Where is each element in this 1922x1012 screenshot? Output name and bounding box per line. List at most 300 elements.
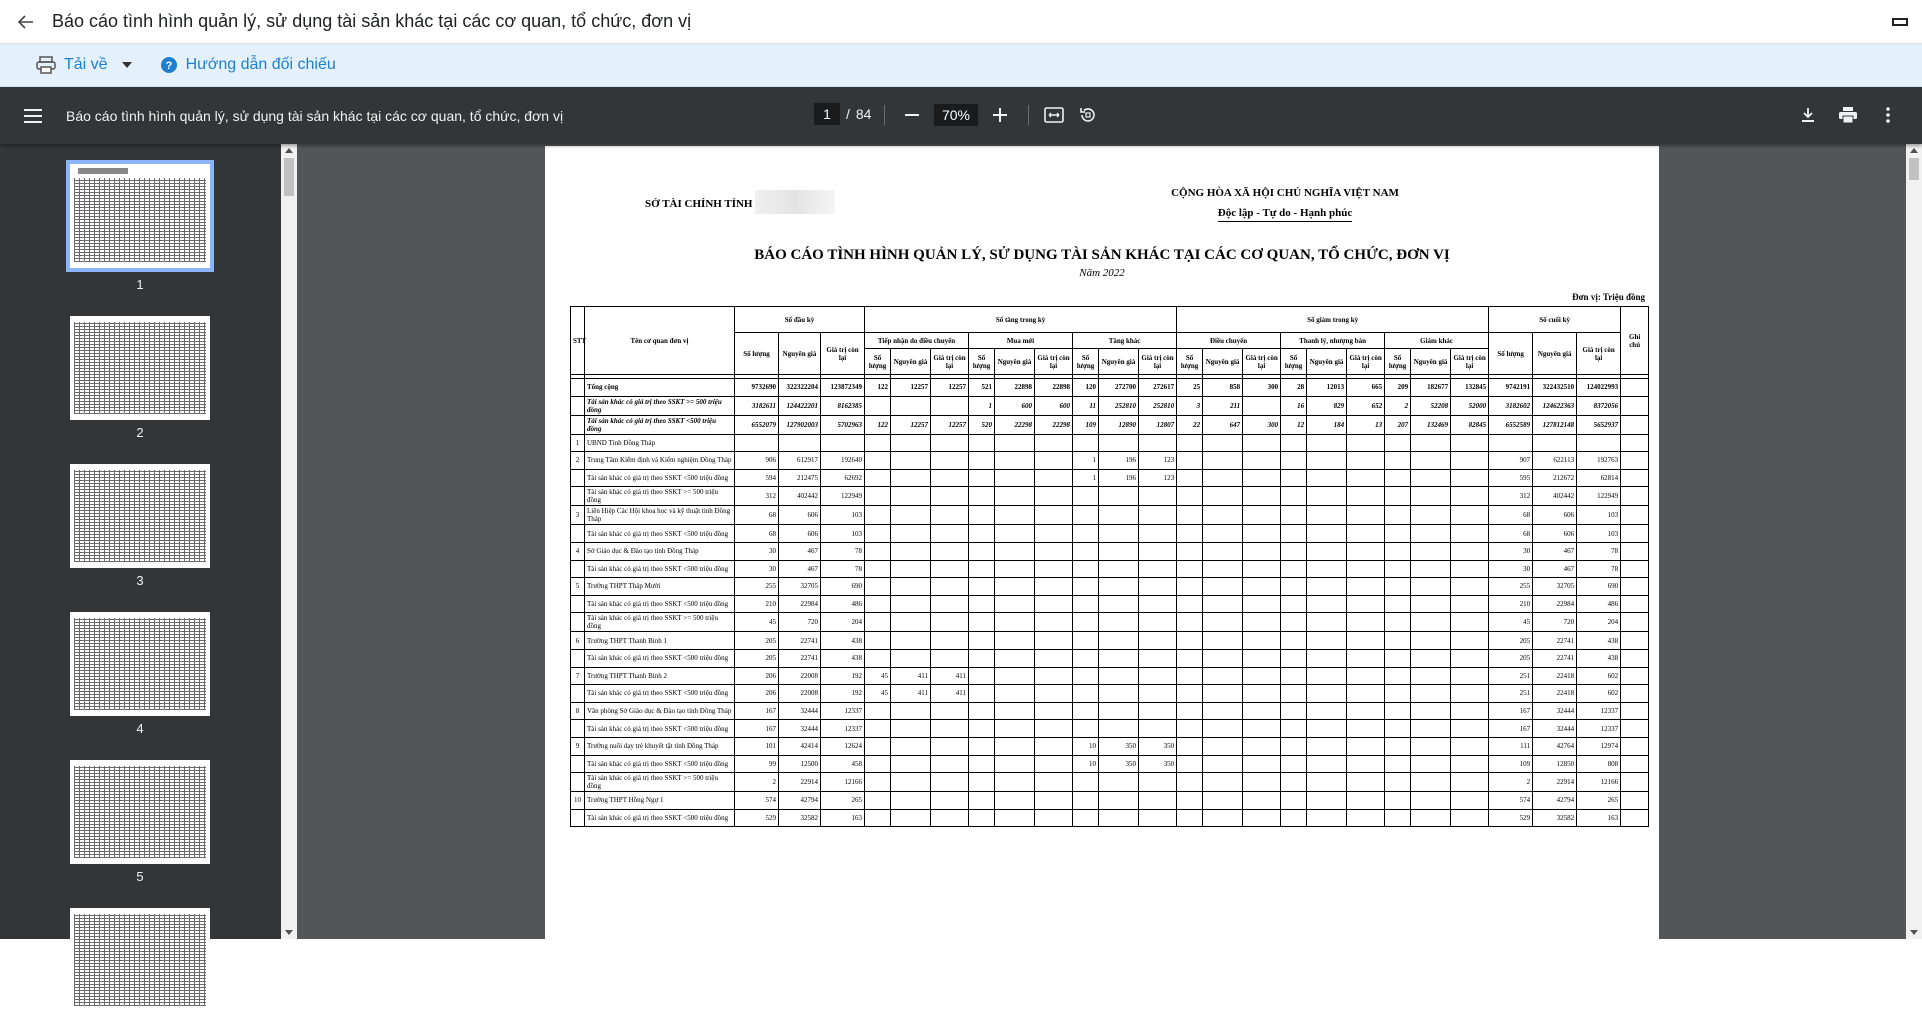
row-value (1411, 737, 1451, 755)
row-value: 12890 (1099, 415, 1139, 434)
row-value (891, 702, 931, 720)
row-value (995, 506, 1035, 525)
page-thumbnail[interactable] (70, 612, 210, 716)
download-label: Tải về (64, 56, 108, 73)
row-value (1347, 720, 1385, 738)
page-number-input[interactable] (814, 103, 840, 125)
row-value (1035, 487, 1073, 506)
row-value (1451, 702, 1489, 720)
row-value (1621, 649, 1649, 667)
row-value: 8162385 (821, 396, 865, 415)
row-value: 612917 (779, 452, 821, 470)
row-value: 167 (1489, 702, 1533, 720)
row-value (1385, 720, 1411, 738)
scrollbar-thumb[interactable] (1909, 158, 1919, 180)
row-value (1281, 434, 1307, 452)
row-value: 12166 (1577, 773, 1621, 792)
thumbnail-page-number: 1 (136, 277, 144, 292)
title-bar (0, 0, 1922, 44)
row-value: 12166 (821, 773, 865, 792)
row-value (1035, 755, 1073, 773)
row-value (891, 506, 931, 525)
row-value (969, 525, 995, 543)
row-value: 45 (1489, 613, 1533, 632)
row-stt: 7 (571, 667, 585, 685)
unit-label: Đơn vị: Triệu đồng (1572, 292, 1645, 302)
row-value (1281, 792, 1307, 810)
row-value (1139, 720, 1177, 738)
row-value (1073, 685, 1099, 703)
row-value (995, 773, 1035, 792)
header-sub-remain: Giá trị còn lại (1243, 349, 1281, 375)
row-value: 16 (1281, 396, 1307, 415)
row-value: 12 (1281, 415, 1307, 434)
row-value: 467 (779, 542, 821, 560)
row-value (865, 542, 891, 560)
row-value: 322432510 (1533, 379, 1577, 397)
row-value (1177, 434, 1203, 452)
row-value (1177, 506, 1203, 525)
row-value (1177, 578, 1203, 596)
row-value (1073, 792, 1099, 810)
row-name: Tài sản khác có giá trị theo SSKT <500 triệu đồng (585, 525, 735, 543)
row-value (1307, 685, 1347, 703)
fit-page-button[interactable] (1040, 101, 1068, 129)
page-thumbnail[interactable] (70, 316, 210, 420)
header-sub-qty: Số lượng (1177, 349, 1203, 375)
row-value (1385, 595, 1411, 613)
row-value: 25 (1177, 379, 1203, 397)
row-value: 205 (1489, 649, 1533, 667)
row-value (1035, 560, 1073, 578)
print-button[interactable] (1834, 101, 1862, 129)
row-value: 45 (865, 667, 891, 685)
row-value (1177, 452, 1203, 470)
row-value (1073, 773, 1099, 792)
row-name: Trường THPT Tháp Mười (585, 578, 735, 596)
row-value: 12337 (1577, 720, 1621, 738)
row-value: 127812148 (1533, 415, 1577, 434)
row-name: Liên Hiệp Các Hội khoa học và kỹ thuật tỉnh Đồng Tháp (585, 506, 735, 525)
row-value: 99 (735, 755, 779, 773)
row-value (891, 542, 931, 560)
row-value (1035, 720, 1073, 738)
row-name: Tài sản khác có giá trị theo SSKT <500 triệu đồng (585, 469, 735, 487)
row-value (1411, 685, 1451, 703)
row-value (1347, 632, 1385, 650)
row-value (1177, 595, 1203, 613)
row-value (1073, 578, 1099, 596)
row-value (1451, 773, 1489, 792)
row-value: 32444 (779, 702, 821, 720)
row-value (969, 649, 995, 667)
header-sub-qty: Số lượng (1073, 349, 1099, 375)
guide-button[interactable] (160, 56, 336, 74)
download-menu-button[interactable] (36, 56, 132, 74)
row-value (1177, 542, 1203, 560)
rotate-button[interactable] (1074, 101, 1102, 129)
row-value (931, 525, 969, 543)
table-row (571, 415, 1649, 434)
scroll-down-icon[interactable] (285, 930, 293, 935)
row-value (1177, 487, 1203, 506)
toolbar-divider (884, 105, 885, 125)
row-value: 272700 (1099, 379, 1139, 397)
row-value (865, 506, 891, 525)
row-value: 300 (1243, 415, 1281, 434)
row-value (1347, 702, 1385, 720)
minimize-button[interactable] (1888, 10, 1912, 34)
table-row (571, 649, 1649, 667)
row-value (1385, 632, 1411, 650)
row-value (969, 506, 995, 525)
row-value (1281, 809, 1307, 827)
thumbnail-sidebar (0, 144, 284, 939)
row-name: Tài sản khác có giá trị theo SSKT <500 triệu đồng (585, 720, 735, 738)
row-value (1243, 755, 1281, 773)
table-row (571, 525, 1649, 543)
row-value: 205 (735, 649, 779, 667)
row-stt (571, 720, 585, 738)
row-value: 529 (1489, 809, 1533, 827)
row-stt (571, 560, 585, 578)
row-value: 204 (821, 613, 865, 632)
row-value: 438 (821, 649, 865, 667)
row-value: 595 (1489, 469, 1533, 487)
row-value (1073, 434, 1099, 452)
sidebar-scrollbar[interactable] (281, 144, 297, 939)
row-value (1281, 720, 1307, 738)
row-value (1243, 542, 1281, 560)
row-value: 32705 (1533, 578, 1577, 596)
row-value (1411, 525, 1451, 543)
row-value (1347, 434, 1385, 452)
row-value (1307, 542, 1347, 560)
more-options-button[interactable] (1874, 101, 1902, 129)
row-value: 30 (735, 560, 779, 578)
row-value (891, 773, 931, 792)
row-value (1073, 506, 1099, 525)
row-value (1243, 702, 1281, 720)
row-value (1451, 560, 1489, 578)
row-value (1203, 506, 1243, 525)
header-sub-orig: Nguyên giá (1411, 349, 1451, 375)
header-sub-remain: Giá trị còn lại (931, 349, 969, 375)
row-value (931, 792, 969, 810)
row-value: 167 (1489, 720, 1533, 738)
row-value: 720 (779, 613, 821, 632)
row-value (969, 452, 995, 470)
row-value: 690 (1577, 578, 1621, 596)
row-value (1243, 685, 1281, 703)
viewer-scrollbar[interactable] (1906, 144, 1922, 939)
row-value (1411, 809, 1451, 827)
page-navigator (814, 103, 871, 125)
row-value (931, 632, 969, 650)
row-value (1411, 792, 1451, 810)
row-value (1139, 613, 1177, 632)
row-value: 30 (735, 542, 779, 560)
row-value (1177, 560, 1203, 578)
table-row (571, 773, 1649, 792)
page-thumbnail[interactable] (70, 760, 210, 864)
row-value: 184 (1307, 415, 1347, 434)
row-value (1099, 773, 1139, 792)
row-value: 22298 (995, 415, 1035, 434)
row-value (1035, 685, 1073, 703)
back-button[interactable] (0, 0, 52, 44)
table-row (571, 632, 1649, 650)
row-value (1385, 667, 1411, 685)
zoom-input[interactable] (934, 104, 978, 126)
row-value: 163 (1577, 809, 1621, 827)
row-name: Tài sản khác có giá trị theo SSKT >= 500 triệu đồng (585, 773, 735, 792)
download-icon (1800, 107, 1816, 123)
table-row (571, 737, 1649, 755)
row-value: 606 (1533, 506, 1577, 525)
row-value (931, 487, 969, 506)
row-value (931, 396, 969, 415)
row-value: 350 (1139, 737, 1177, 755)
row-value (1621, 755, 1649, 773)
header-qty: Số lượng (735, 333, 779, 375)
row-value: 124622363 (1533, 396, 1577, 415)
zoom-in-button[interactable] (986, 101, 1014, 129)
row-value (865, 525, 891, 543)
row-value (931, 720, 969, 738)
row-value: 11 (1073, 396, 1099, 415)
row-value (1307, 667, 1347, 685)
row-name: Tài sản khác có giá trị theo SSKT <500 triệu đồng (585, 649, 735, 667)
row-value (1177, 469, 1203, 487)
row-value (1307, 487, 1347, 506)
row-value: 22898 (1035, 379, 1073, 397)
row-value (1139, 506, 1177, 525)
row-value: 665 (1347, 379, 1385, 397)
row-value (995, 434, 1035, 452)
header-sub-orig: Nguyên giá (1203, 349, 1243, 375)
row-value (1621, 415, 1649, 434)
plus-icon (993, 108, 1007, 122)
row-value: 42764 (1533, 737, 1577, 755)
row-value (865, 649, 891, 667)
row-value (1451, 755, 1489, 773)
row-value (931, 702, 969, 720)
row-value (1621, 737, 1649, 755)
scroll-down-icon[interactable] (1910, 930, 1918, 935)
row-value (1411, 632, 1451, 650)
row-value: 123872349 (821, 379, 865, 397)
toolbar-divider (1028, 105, 1029, 125)
row-value: 28 (1281, 379, 1307, 397)
row-value: 45 (865, 685, 891, 703)
row-value (1411, 434, 1451, 452)
header-name: Tên cơ quan đơn vị (585, 307, 735, 375)
row-value: 122949 (821, 487, 865, 506)
row-value (1347, 667, 1385, 685)
header-sub-remain: Giá trị còn lại (1139, 349, 1177, 375)
page-thumbnail[interactable] (70, 164, 210, 268)
table-row (571, 720, 1649, 738)
row-value (1203, 469, 1243, 487)
row-value (995, 667, 1035, 685)
page-thumbnail[interactable] (70, 908, 210, 1012)
header-sub-remain: Giá trị còn lại (1035, 349, 1073, 375)
row-value (1035, 506, 1073, 525)
row-value (1621, 506, 1649, 525)
row-value: 78 (1577, 560, 1621, 578)
row-value: 123 (1139, 469, 1177, 487)
row-value (1621, 560, 1649, 578)
row-value (865, 773, 891, 792)
row-value (931, 595, 969, 613)
row-value: 167 (735, 720, 779, 738)
row-value: 32582 (1533, 809, 1577, 827)
row-value: 122949 (1577, 487, 1621, 506)
row-value: 272617 (1139, 379, 1177, 397)
row-value: 12337 (1577, 702, 1621, 720)
scrollbar-thumb[interactable] (284, 158, 294, 196)
header-sub-qty: Số lượng (1281, 349, 1307, 375)
row-value (1411, 595, 1451, 613)
row-value (1177, 755, 1203, 773)
row-value (1139, 578, 1177, 596)
row-stt (571, 773, 585, 792)
header-qty: Số lượng (1489, 333, 1533, 375)
row-value (891, 613, 931, 632)
row-value: 30 (1489, 542, 1533, 560)
row-value (969, 613, 995, 632)
row-value (1307, 560, 1347, 578)
row-value: 411 (891, 667, 931, 685)
row-value (1347, 685, 1385, 703)
row-value (891, 595, 931, 613)
row-value (1347, 737, 1385, 755)
row-value: 22741 (779, 632, 821, 650)
row-name: Trường THPT Hồng Ngự 1 (585, 792, 735, 810)
row-value: 255 (1489, 578, 1533, 596)
printer-icon (36, 56, 56, 74)
row-value: 167 (735, 702, 779, 720)
row-value (865, 702, 891, 720)
row-stt (571, 487, 585, 506)
row-value (1307, 578, 1347, 596)
row-value (1281, 613, 1307, 632)
row-value (865, 632, 891, 650)
row-value (1347, 649, 1385, 667)
download-button[interactable] (1794, 101, 1822, 129)
row-value: 196 (1099, 469, 1139, 487)
row-value: 6552079 (735, 415, 779, 434)
row-value: 68 (1489, 506, 1533, 525)
row-value (1035, 737, 1073, 755)
row-value (1203, 560, 1243, 578)
row-value (1035, 649, 1073, 667)
row-value (1385, 809, 1411, 827)
row-stt: 4 (571, 542, 585, 560)
row-value (1139, 434, 1177, 452)
header-dec-sub: Điều chuyển (1177, 333, 1281, 349)
row-value (1307, 434, 1347, 452)
row-value (1281, 755, 1307, 773)
row-value (865, 434, 891, 452)
row-value (1307, 469, 1347, 487)
row-value (1281, 595, 1307, 613)
row-value: 132469 (1411, 415, 1451, 434)
zoom-out-button[interactable] (898, 101, 926, 129)
row-value (1203, 720, 1243, 738)
row-value: 622113 (1533, 452, 1577, 470)
row-value (1203, 685, 1243, 703)
header-sub-remain: Giá trị còn lại (1347, 349, 1385, 375)
scroll-up-icon[interactable] (1910, 148, 1918, 153)
row-value: 22008 (779, 667, 821, 685)
row-value: 124422201 (779, 396, 821, 415)
row-value: 252810 (1139, 396, 1177, 415)
row-value (995, 578, 1035, 596)
table-row (571, 560, 1649, 578)
row-value: 2 (1385, 396, 1411, 415)
sidebar-toggle-button[interactable] (0, 87, 66, 144)
row-name: Tài sản khác có giá trị theo SSKT <500 triệu đồng (585, 415, 735, 434)
row-value (1099, 434, 1139, 452)
row-value: 78 (1577, 542, 1621, 560)
row-value (891, 434, 931, 452)
row-value (1203, 632, 1243, 650)
row-value (891, 755, 931, 773)
row-value (1411, 578, 1451, 596)
row-value (1243, 578, 1281, 596)
row-value (1281, 632, 1307, 650)
row-value (1385, 613, 1411, 632)
scroll-up-icon[interactable] (285, 148, 293, 153)
row-value (1177, 720, 1203, 738)
row-stt (571, 809, 585, 827)
motto (1135, 207, 1435, 219)
table-row (571, 702, 1649, 720)
row-value: 212475 (779, 469, 821, 487)
row-value (1099, 560, 1139, 578)
row-value: 5702963 (821, 415, 865, 434)
row-value (1035, 434, 1073, 452)
row-value: 132845 (1451, 379, 1489, 397)
row-value: 12257 (931, 379, 969, 397)
row-value (995, 809, 1035, 827)
row-stt (571, 525, 585, 543)
printer-icon (1839, 107, 1857, 123)
row-value (1099, 542, 1139, 560)
row-value: 212672 (1533, 469, 1577, 487)
row-value (969, 595, 995, 613)
row-value (891, 487, 931, 506)
row-value (995, 792, 1035, 810)
redacted-area (755, 190, 835, 214)
row-value: 574 (735, 792, 779, 810)
row-value (1385, 649, 1411, 667)
row-value (931, 452, 969, 470)
page-thumbnail[interactable] (70, 464, 210, 568)
menu-icon (24, 109, 42, 123)
row-value (1035, 702, 1073, 720)
motto-text: Độc lập - Tự do - Hạnh phúc (1218, 207, 1352, 222)
row-stt (571, 685, 585, 703)
row-value: 3182602 (1489, 396, 1533, 415)
row-value (1533, 434, 1577, 452)
row-value (1073, 702, 1099, 720)
row-value (969, 632, 995, 650)
row-value (865, 578, 891, 596)
row-value (1177, 632, 1203, 650)
